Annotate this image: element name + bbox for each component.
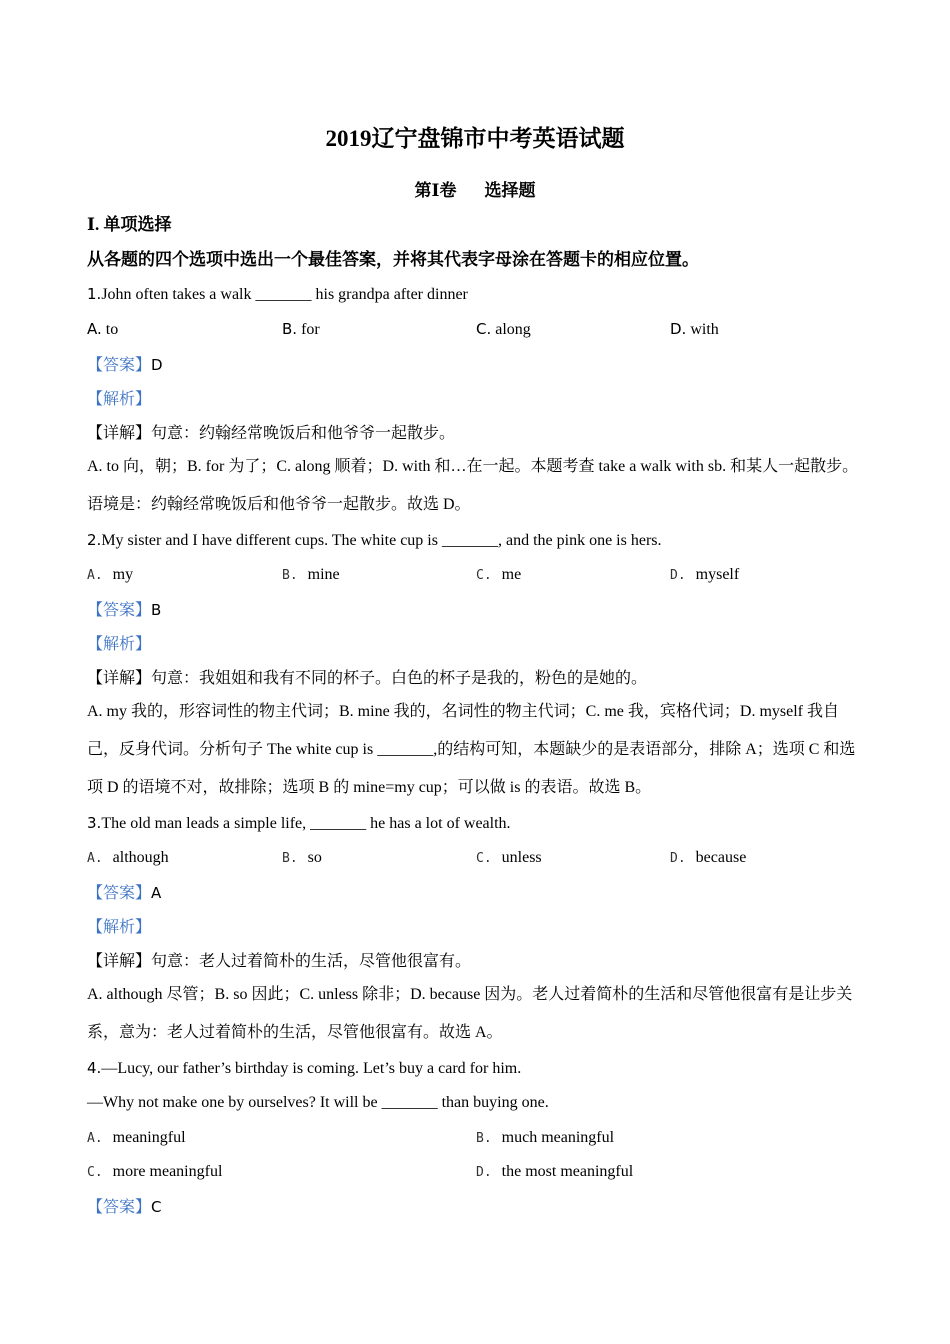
- answer-value: B: [151, 601, 162, 619]
- answer-label: 【答案】: [87, 602, 152, 619]
- q1-option-c: [476, 318, 531, 341]
- option-text: more meaningful: [112, 1163, 223, 1180]
- option-letter: D.: [670, 568, 686, 583]
- option-letter: C.: [476, 320, 492, 338]
- q3-detail: [87, 951, 471, 973]
- option-letter: A.: [87, 320, 102, 338]
- option-text: much meaningful: [501, 1129, 615, 1146]
- question-text: —Lucy, our father’s birthday is coming. Let’s buy a card for him.: [101, 1060, 522, 1077]
- option-letter: A.: [87, 568, 103, 583]
- detail-label: 【详解】: [87, 670, 152, 687]
- volume-type: 选择题: [484, 181, 536, 200]
- q2-option-c: [476, 564, 521, 587]
- question-3-stem: [87, 812, 511, 835]
- q2-option-b: [282, 564, 340, 587]
- option-text: with: [690, 321, 719, 338]
- option-letter: A.: [87, 851, 103, 866]
- q2-detail: [87, 668, 647, 690]
- option-letter: C.: [476, 851, 492, 866]
- q2-explanation: A. my 我的，形容词性的物主代词；B. mine 我的，名词性的物主代词；C. me 我，宾格代词；D. myself 我自己，反身代词。分析句子 The white cup is _______,的结构可知，本题缺少的是表语部分，排除 A；选项 C 和选项 D 的语境不对，故排除；选项 B 的 mine=my cup；可以做 is 的表语。故选 B。: [87, 703, 856, 796]
- option-letter: C.: [87, 1165, 103, 1180]
- option-text: for: [301, 321, 320, 338]
- option-text: unless: [501, 849, 542, 866]
- q2-option-a: [87, 564, 133, 587]
- question-1-stem: [87, 283, 468, 306]
- q3-analysis-label: 【解析】: [87, 919, 152, 936]
- option-letter: C.: [476, 568, 492, 583]
- q3-answer: [87, 882, 161, 905]
- detail-label: 【详解】: [87, 953, 152, 970]
- answer-value: C: [151, 1198, 162, 1216]
- question-text: My sister and I have different cups. The white cup is _______, and the pink one is hers.: [101, 532, 662, 549]
- option-text: although: [112, 849, 169, 866]
- q1-option-d: [670, 318, 719, 341]
- option-letter: A.: [87, 1131, 103, 1146]
- q4-option-d: [476, 1161, 633, 1184]
- q3-option-c: [476, 847, 542, 870]
- option-letter: D.: [476, 1165, 492, 1180]
- option-text: along: [495, 321, 531, 338]
- option-letter: D.: [670, 320, 687, 338]
- q1-analysis-label: 【解析】: [87, 391, 152, 408]
- volume-label: 第Ⅰ卷: [414, 181, 457, 200]
- question-2-stem: [87, 529, 662, 552]
- option-text: so: [307, 849, 322, 866]
- page-title: 2019辽宁盘锦市中考英语试题: [325, 126, 625, 151]
- instruction: 从各题的四个选项中选出一个最佳答案，并将其代表字母涂在答题卡的相应位置。: [87, 250, 699, 269]
- option-text: because: [695, 849, 747, 866]
- detail-text: 句意：老人过着简朴的生活，尽管他很富有。: [151, 953, 472, 970]
- option-text: me: [501, 566, 522, 583]
- q3-explanation: A. although 尽管；B. so 因此；C. unless 除非；D. because 因为。老人过着简朴的生活和尽管他很富有是让步关系，意为：老人过着简朴的生活，尽管他很富有。故选 A。: [87, 986, 853, 1041]
- question-4-stem: [87, 1057, 521, 1080]
- q4-option-a: [87, 1127, 186, 1150]
- option-letter: B.: [282, 320, 298, 338]
- question-text: The old man leads a simple life, _______ he has a lot of wealth.: [101, 815, 511, 832]
- option-text: to: [105, 321, 119, 338]
- question-number: 3.: [87, 814, 102, 832]
- volume-heading: [0, 179, 950, 203]
- option-text: mine: [307, 566, 340, 583]
- answer-value: A: [151, 884, 162, 902]
- q3-option-a: [87, 847, 169, 870]
- q1-explanation: A. to 向，朝；B. for 为了；C. along 顺着；D. with 和…在一起。本题考查 take a walk with sb. 和某人一起散步。语境是：约翰经常晚饭后和他爷爷一起散步。故选 D。: [87, 458, 859, 513]
- q2-analysis-label: 【解析】: [87, 636, 152, 653]
- q2-answer: [87, 599, 161, 622]
- q3-option-d: [670, 847, 746, 870]
- question-text: John often takes a walk _______ his grandpa after dinner: [101, 286, 468, 303]
- q2-option-d: [670, 564, 739, 587]
- detail-label: 【详解】: [87, 425, 152, 442]
- q1-option-b: [282, 318, 320, 341]
- detail-text: 句意：我姐姐和我有不同的杯子。白色的杯子是我的，粉色的是她的。: [151, 670, 648, 687]
- option-letter: B.: [282, 851, 298, 866]
- answer-value: D: [151, 356, 163, 374]
- option-text: the most meaningful: [501, 1163, 634, 1180]
- detail-text: 句意：约翰经常晚饭后和他爷爷一起散步。: [151, 425, 456, 442]
- answer-label: 【答案】: [87, 357, 152, 374]
- answer-label: 【答案】: [87, 1199, 152, 1216]
- q1-detail: [87, 423, 455, 445]
- q4-option-c: [87, 1161, 222, 1184]
- option-letter: B.: [476, 1131, 492, 1146]
- answer-label: 【答案】: [87, 885, 152, 902]
- section-heading: Ⅰ. 单项选择: [87, 215, 172, 234]
- q4-answer: [87, 1196, 162, 1219]
- question-number: 1.: [87, 285, 102, 303]
- q1-answer: [87, 354, 163, 377]
- question-number: 2.: [87, 531, 102, 549]
- option-text: meaningful: [112, 1129, 186, 1146]
- option-text: my: [112, 566, 134, 583]
- q3-option-b: [282, 847, 322, 870]
- question-number: 4.: [87, 1059, 102, 1077]
- option-text: myself: [695, 566, 740, 583]
- q4-option-b: [476, 1127, 614, 1150]
- question-4-stem-2: —Why not make one by ourselves? It will be _______ than buying one.: [87, 1094, 549, 1111]
- option-letter: D.: [670, 851, 686, 866]
- q1-option-a: [87, 318, 118, 341]
- option-letter: B.: [282, 568, 298, 583]
